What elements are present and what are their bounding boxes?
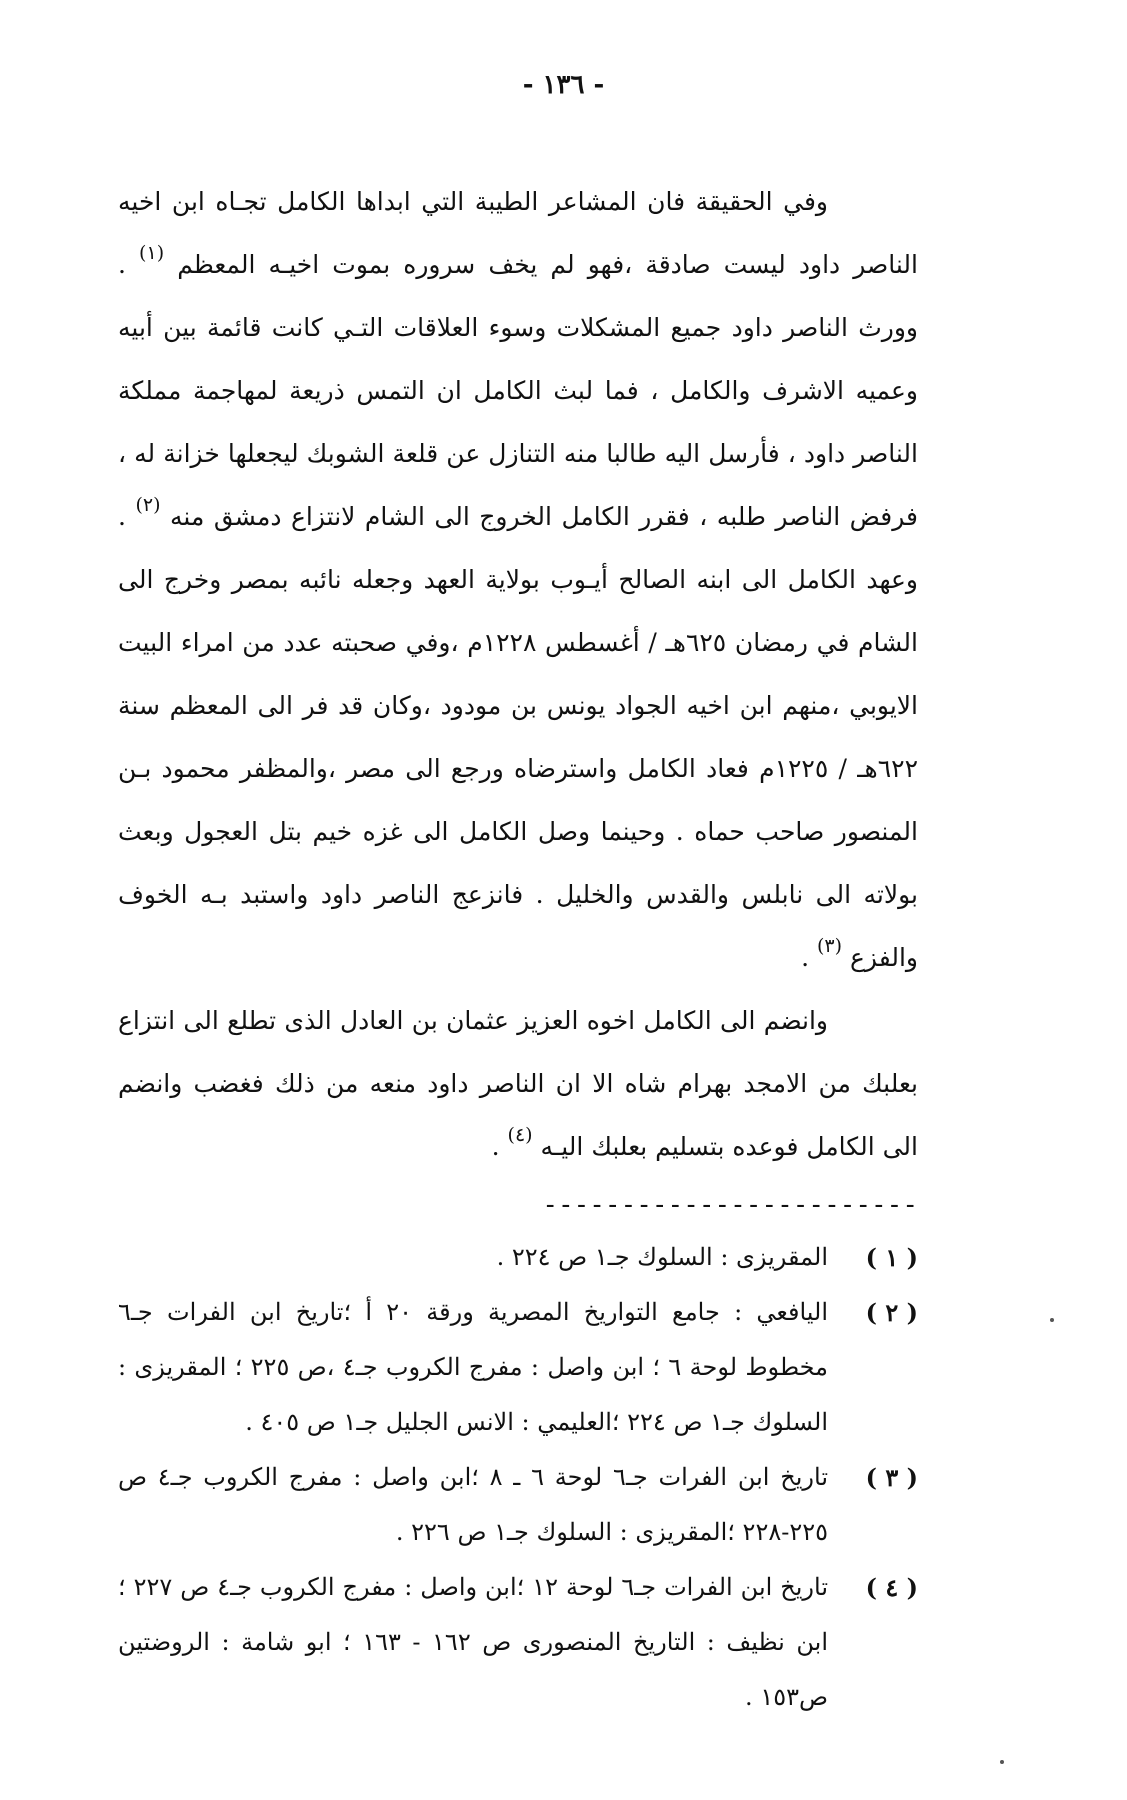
page-number: - ١٣٦ - bbox=[522, 70, 605, 100]
footnote-number: ( ٢ ) bbox=[865, 1298, 918, 1327]
scan-speck bbox=[1050, 1318, 1054, 1322]
footnote-number: ( ٣ ) bbox=[865, 1463, 918, 1492]
body-text bbox=[118, 170, 918, 1178]
footnote-item bbox=[118, 1560, 918, 1725]
paragraph-text: وفي الحقيقة فان المشاعر الطيبة التي ابداها الكامل تجـاه ابن اخيه الناصر داود ليست صادقة ،فهو لم يخف سروره بموت اخيـه المعظم bbox=[118, 187, 918, 279]
footnote-text: تاريخ ابن الفرات جـ٦ لوحة ١٢ ؛ابن واصل : مفرج الكروب جـ٤ ص ٢٢٧ ؛ابن نظيف : التاريخ المنصورى ص ١٦٢ - ١٦٣ ؛ ابو شامة : الروضتين ص١٥٣ . bbox=[118, 1573, 829, 1711]
footnote-text: المقريزى : السلوك جـ١ ص ٢٢٤ . bbox=[496, 1243, 828, 1271]
footnote-item bbox=[118, 1450, 918, 1560]
paragraph-text: . وورث الناصر داود جميع المشكلات وسوء العلاقات التـي كانت قائمة بين أبيه وعميه الاشرف والكامل ، فما لبث الكامل ان التمس ذريعة لمهاجمة مملكة الناصر داود ، فأرسل اليه طالبا منه التنازل عن قلعة الشوبك ليجعلها خزانة له ، فرفض الناصر طلبه ، فقرر الكامل الخروج الى الشام لانتزاع دمشق منه bbox=[118, 250, 918, 531]
scan-speck bbox=[1000, 1760, 1004, 1764]
footnote-reference: (١) bbox=[139, 242, 165, 264]
paragraph-text: . وعهد الكامل الى ابنه الصالح أيـوب بولاية العهد وجعله نائبه بمصر وخرج الى الشام في رمضان ٦٢٥هـ / أغسطس ١٢٢٨م ،وفي صحبته عدد من امراء البيت الايوبي ،منهم ابن اخيه الجواد يونس بن مودود ،وكان قد فر الى المعظم سنة ٦٢٢هـ / ١٢٢٥م فعاد الكامل واسترضاه ورجع الى مصر ،والمظفر محمود بـن المنصور صاحب حماه . وحينما وصل الكامل الى غزه خيم بتل العجول وبعث بولاته الى نابلس والقدس والخليل . فانزعج الناصر داود واستبد بـه الخوف والفزع bbox=[118, 502, 919, 972]
footnote-text: تاريخ ابن الفرات جـ٦ لوحة ٦ ـ ٨ ؛ابن واصل : مفرج الكروب جـ٤ ص ٢٢٥-٢٢٨ ؛المقريزى : السلوك جـ١ ص ٢٢٦ . bbox=[118, 1463, 828, 1546]
footnote-number: ( ١ ) bbox=[865, 1243, 918, 1272]
paragraph-text: . bbox=[491, 1132, 508, 1161]
footnote-item bbox=[118, 1285, 918, 1450]
footnote-text: اليافعي : جامع التواريخ المصرية ورقة ٢٠ أ ؛تاريخ ابن الفرات جـ٦ مخطوط لوحة ٦ ؛ ابن واصل : مفرج الكروب جـ٤ ،ص ٢٢٥ ؛ المقريزى : السلوك جـ١ ص ٢٢٤ ؛العليمي : الانس الجليل جـ١ ص ٤٠٥ . bbox=[118, 1298, 828, 1436]
footnote-reference: (٢) bbox=[135, 494, 161, 516]
footnote-reference: (٤) bbox=[507, 1124, 533, 1146]
footnote-item bbox=[118, 1230, 918, 1285]
footnote-reference: (٣) bbox=[816, 935, 843, 957]
paragraph-1 bbox=[118, 170, 918, 989]
paragraph-2 bbox=[118, 989, 918, 1178]
paragraph-text: . bbox=[801, 943, 817, 972]
footnotes bbox=[118, 1230, 918, 1725]
footnote-divider: ------------------------ bbox=[542, 1190, 918, 1220]
footnote-number: ( ٤ ) bbox=[865, 1573, 918, 1602]
paragraph-text: وانضم الى الكامل اخوه العزيز عثمان بن العادل الذى تطلع الى انتزاع بعلبك من الامجد بهرام شاه الا ان الناصر داود منعه من ذلك فغضب وانضم الى الكامل فوعده بتسليم بعلبك اليـه bbox=[118, 1006, 918, 1161]
